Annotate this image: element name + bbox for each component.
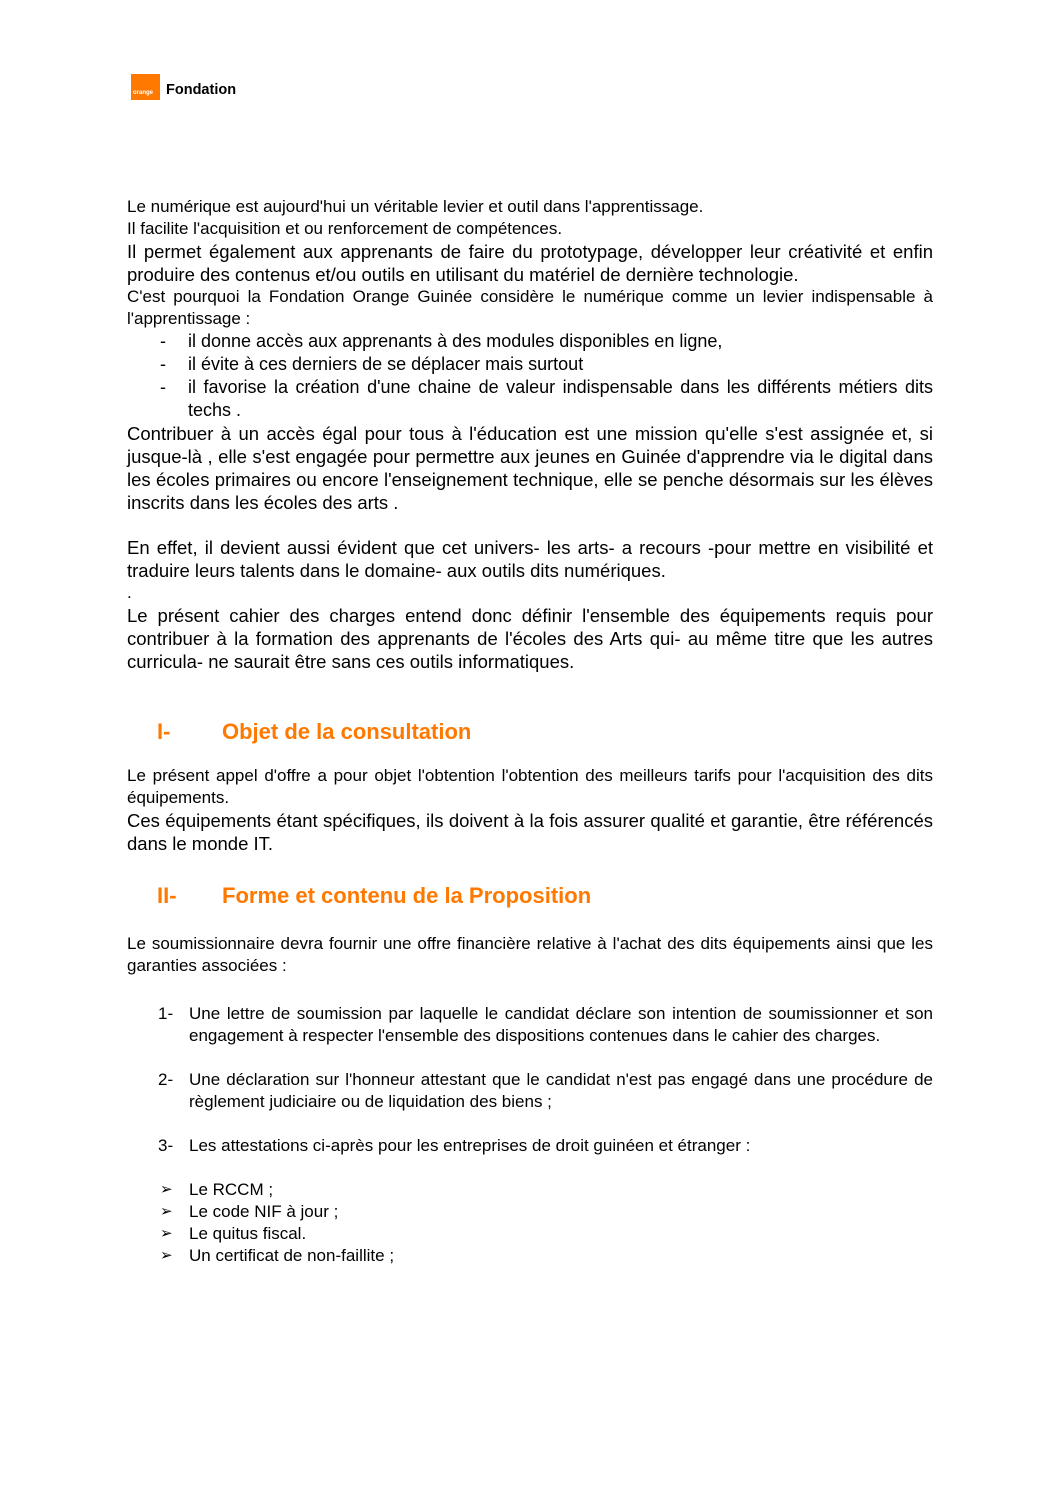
intro-paragraph-6: En effet, il devient aussi évident que cet univers- les arts- a recours -pour mettre en visibilité et traduire leurs talents dans le domaine- aux outils dits numériques. <box>127 537 933 581</box>
list-item: ➢ Un certificat de non-faillite ; <box>160 1246 395 1265</box>
list-item: - il favorise la création d'une chaine de valeur indispensable dans les différents métiers dits techs . <box>160 377 933 420</box>
intro-paragraph-4: C'est pourquoi la Fondation Orange Guinée considère le numérique comme un levier indispensable à l'apprentissage : <box>127 287 933 328</box>
section-1-title: Objet de la consultation <box>222 719 472 744</box>
list-number: 3- <box>158 1136 174 1155</box>
orange-logo-square <box>131 74 160 100</box>
section-1-heading <box>127 717 933 747</box>
attestations-list <box>127 1179 933 1267</box>
section-1-paragraph-2: Ces équipements étant spécifiques, ils doivent à la fois assurer qualité et garantie, être référencés dans le monde IT. <box>127 810 933 854</box>
list-number: 1- <box>158 1004 174 1023</box>
list-item: 3- Les attestations ci-après pour les entreprises de droit guinéen et étranger : <box>158 1136 751 1155</box>
arrow-bullet-icon: ➢ <box>160 1181 173 1198</box>
arrow-bullet-icon: ➢ <box>160 1247 173 1264</box>
section-2-paragraph-1: Le soumissionnaire devra fournir une offre financière relative à l'achat des dits équipements ainsi que les garanties associées : <box>127 934 933 975</box>
intro-paragraph-2: Il facilite l'acquisition et ou renforcement de compétences. <box>127 219 563 238</box>
intro-paragraph-1: Le numérique est aujourd'hui un véritable levier et outil dans l'apprentissage. <box>127 197 704 216</box>
arrow-bullet-icon: ➢ <box>160 1225 173 1242</box>
intro-paragraph-7: Le présent cahier des charges entend donc définir l'ensemble des équipements requis pour contribuer à la formation des apprenants de l'écoles des Arts qui- au même titre que les autres curricula- ne saurait être sans ces outils informatiques. <box>127 605 933 672</box>
list-item: 2- Une déclaration sur l'honneur attestant que le candidat n'est pas engagé dans une procédure de règlement judiciaire ou de liquidation des biens ; <box>158 1070 933 1111</box>
arrow-bullet-icon: ➢ <box>160 1203 173 1220</box>
intro-paragraph-5: Contribuer à un accès égal pour tous à l'éducation est une mission qu'elle s'est assignée et, si jusque-là , elle s'est engagée pour permettre aux jeunes en Guinée d'apprendre via le digital dans les écoles primaires ou encore l'enseignement technique, elle se penche désormais sur les élèves inscrits dans les écoles des arts . <box>127 423 933 513</box>
logo-text: Fondation <box>166 82 237 98</box>
list-item: ➢ Le code NIF à jour ; <box>160 1202 339 1221</box>
section-2-title: Forme et contenu de la Proposition <box>222 883 592 908</box>
list-marker: - <box>160 354 166 374</box>
list-item: - il donne accès aux apprenants à des modules disponibles en ligne, <box>160 331 723 351</box>
list-item: ➢ Le quitus fiscal. <box>160 1224 307 1243</box>
list-marker: - <box>160 331 166 351</box>
intro-benefits-list <box>127 330 933 422</box>
section-2-number: II- <box>157 883 177 908</box>
list-number: 2- <box>158 1070 174 1089</box>
list-item: ➢ Le RCCM ; <box>160 1180 274 1199</box>
intro-dot: . <box>127 583 132 602</box>
list-item: 1- Une lettre de soumission par laquelle le candidat déclare son intention de soumissionner et son engagement à respecter l'ensemble des dispositions contenues dans le cahier des charges. <box>158 1004 933 1045</box>
document-body <box>127 196 933 1267</box>
intro-paragraph-3: Il permet également aux apprenants de faire du prototypage, développer leur créativité et enfin produire des contenus et/ou outils en utilisant du matériel de dernière technologie. <box>127 241 933 285</box>
section-2-heading <box>127 881 933 911</box>
section-2-requirements-list <box>127 1003 933 1157</box>
section-1-paragraph-1: Le présent appel d'offre a pour objet l'obtention l'obtention des meilleurs tarifs pour l'acquisition des dits équipements. <box>127 766 933 807</box>
list-item: - il évite à ces derniers de se déplacer mais surtout <box>160 354 584 374</box>
list-marker: - <box>160 377 166 397</box>
logo-brand-text: orange <box>133 90 154 96</box>
section-1-number: I- <box>157 719 171 744</box>
